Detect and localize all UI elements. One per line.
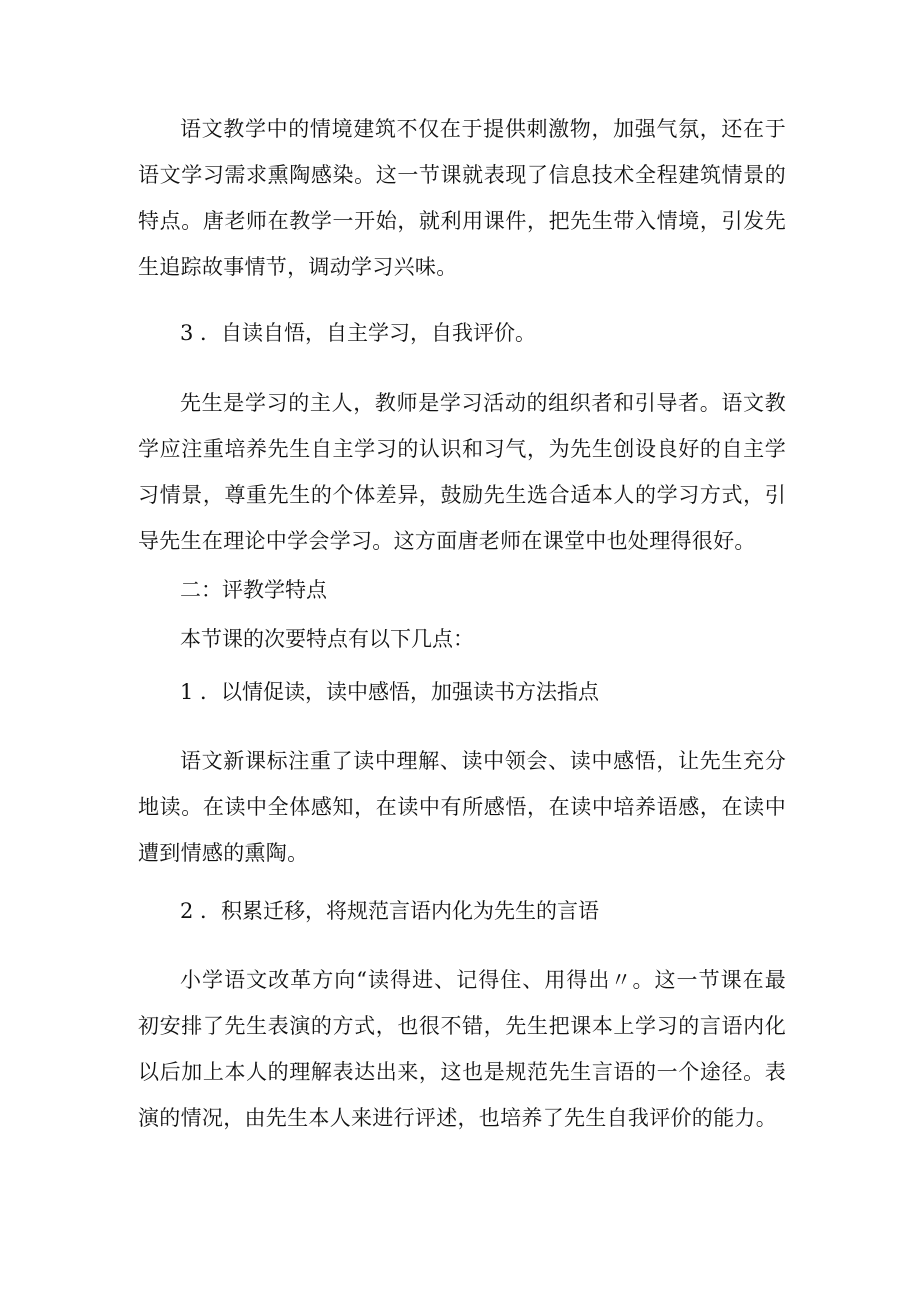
section-heading-language-internalization: 2 ．积累迁移，将规范言语内化为先生的言语 (180, 899, 600, 923)
paragraph-student-as-subject: 先生是学习的主人，教师是学习活动的组织者和引导者。语文教学应注重培养先生自主学习的认识和习气，为先生创设良好的自主学习情景，尊重先生的个体差异，鼓励先生选合适本人的学习方式，引导先生在理论中学会学习。这方面唐老师在课堂中也处理得很好。 (138, 391, 786, 553)
paragraph-new-curriculum-reading: 语文新课标注重了读中理解、读中领会、读中感悟，让先生充分地读。在读中全体感知，在读中有所感悟，在读中培养语感，在读中遭到情感的熏陶。 (138, 749, 786, 865)
section-intro-main-features: 本节课的次要特点有以下几点： (180, 627, 474, 651)
paragraph-situation-building: 语文教学中的情境建筑不仅在于提供刺激物，加强气氛，还在于语文学习需求熏陶感染。这一节课就表现了信息技术全程建筑情景的特点。唐老师在教学一开始，就利用课件，把先生带入情境，引发先生追踪故事情节，调动学习兴味。 (138, 117, 786, 279)
section-heading-reading-with-emotion: 1 ．以情促读，读中感悟，加强读书方法指点 (180, 680, 600, 704)
section-heading-self-study: 3 ．自读自悟，自主学习，自我评价。 (180, 321, 537, 345)
paragraph-reform-direction: 小学语文改革方向“读得进、记得住、用得出〃。这一节课在最初安排了先生表演的方式，也很不错，先生把课本上学习的言语内化以后加上本人的理解表达出来，这也是规范先生言语的一个途径。表演的情况，由先生本人来进行评述，也培养了先生自我评价的能力。 (138, 968, 786, 1130)
section-heading-teaching-features: 二：评教学特点 (180, 578, 327, 602)
